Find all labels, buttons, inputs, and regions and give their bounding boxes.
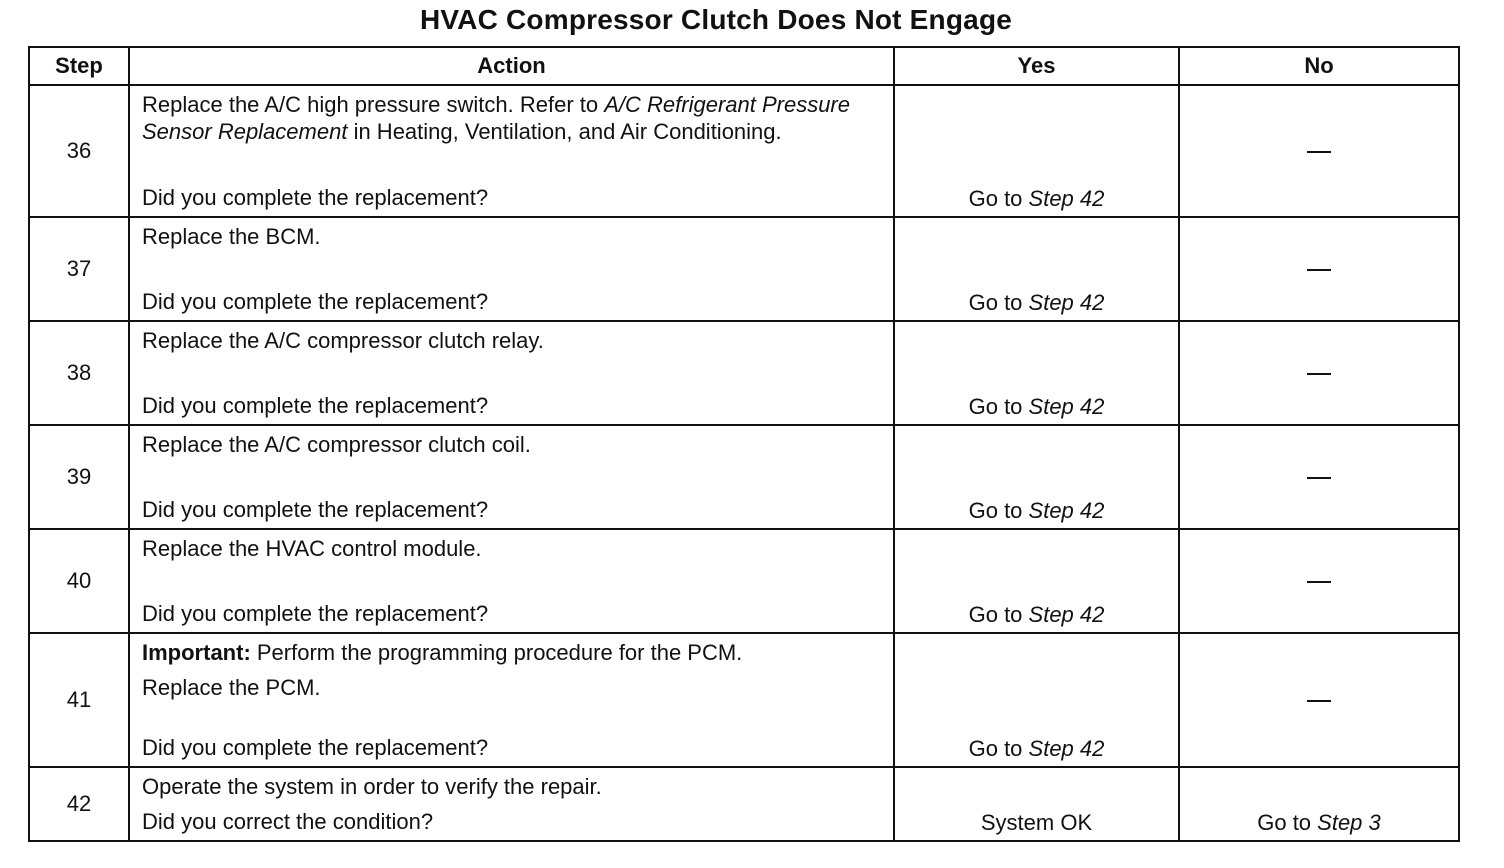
- no-goto: Go to Step 3: [1257, 810, 1381, 835]
- table-row: [29, 321, 1459, 425]
- important-label: Important:: [142, 640, 251, 665]
- yes-goto: Go to Step 42: [968, 736, 1105, 761]
- yes-goto: Go to Step 42: [968, 186, 1105, 211]
- step-number: 42: [29, 767, 129, 841]
- action-cell: [129, 321, 894, 425]
- action-text: Replace the A/C compressor clutch coil.: [142, 432, 531, 457]
- step-number: 38: [29, 321, 129, 425]
- yes-cell: [894, 85, 1179, 217]
- action-text: Replace the PCM.: [142, 675, 321, 700]
- no-cell: [1179, 321, 1459, 425]
- action-question: Did you complete the replacement?: [142, 601, 489, 626]
- no-dash: [1307, 700, 1331, 702]
- no-dash: [1307, 151, 1331, 153]
- action-question: Did you complete the replacement?: [142, 185, 489, 210]
- header-action: Action: [129, 47, 894, 85]
- table-header-row: [29, 47, 1459, 85]
- no-cell: [1179, 529, 1459, 633]
- no-cell: [1179, 217, 1459, 321]
- action-question: Did you complete the replacement?: [142, 735, 489, 760]
- yes-cell: [894, 321, 1179, 425]
- step-number: 41: [29, 633, 129, 767]
- step-number: 40: [29, 529, 129, 633]
- yes-cell: [894, 217, 1179, 321]
- yes-cell: [894, 529, 1179, 633]
- yes-cell: [894, 767, 1179, 841]
- action-cell: [129, 425, 894, 529]
- action-text: Replace the A/C high pressure switch. Refer to A/C Refrigerant Pressure Sensor Replacement in Heating, Ventilation, and Air Conditioning.: [142, 92, 850, 144]
- no-cell: [1179, 85, 1459, 217]
- no-cell: [1179, 425, 1459, 529]
- table-row: [29, 633, 1459, 767]
- action-question: Did you complete the replacement?: [142, 289, 489, 314]
- no-dash: [1307, 581, 1331, 583]
- important-note: Important: Perform the programming procedure for the PCM.: [142, 640, 743, 665]
- action-cell: [129, 85, 894, 217]
- table-row: [29, 529, 1459, 633]
- no-dash: [1307, 269, 1331, 271]
- no-dash: [1307, 477, 1331, 479]
- action-cell: [129, 767, 894, 841]
- action-cell: [129, 529, 894, 633]
- action-question: Did you complete the replacement?: [142, 393, 489, 418]
- action-text: Replace the HVAC control module.: [142, 536, 482, 561]
- yes-cell: [894, 633, 1179, 767]
- step-number: 39: [29, 425, 129, 529]
- no-cell: [1179, 767, 1459, 841]
- table-row: [29, 425, 1459, 529]
- yes-cell: [894, 425, 1179, 529]
- action-question: Did you complete the replacement?: [142, 497, 489, 522]
- table-row: [29, 767, 1459, 841]
- header-step: Step: [29, 47, 129, 85]
- table-row: [29, 85, 1459, 217]
- step-number: 37: [29, 217, 129, 321]
- no-cell: [1179, 633, 1459, 767]
- action-text: Replace the BCM.: [142, 224, 321, 249]
- action-text: Operate the system in order to verify the repair.: [142, 774, 602, 799]
- action-cell: [129, 217, 894, 321]
- yes-goto: Go to Step 42: [968, 394, 1105, 419]
- yes-goto: Go to Step 42: [968, 498, 1105, 523]
- table-row: [29, 217, 1459, 321]
- header-no: No: [1179, 47, 1459, 85]
- no-dash: [1307, 373, 1331, 375]
- action-cell: [129, 633, 894, 767]
- step-number: 36: [29, 85, 129, 217]
- action-question: Did you correct the condition?: [142, 809, 434, 834]
- action-text: Replace the A/C compressor clutch relay.: [142, 328, 544, 353]
- header-yes: Yes: [894, 47, 1179, 85]
- yes-goto: Go to Step 42: [968, 602, 1105, 627]
- document-title: HVAC Compressor Clutch Does Not Engage: [419, 4, 1013, 35]
- yes-result: System OK: [980, 810, 1093, 835]
- diagnostic-table: [28, 46, 1460, 842]
- yes-goto: Go to Step 42: [968, 290, 1105, 315]
